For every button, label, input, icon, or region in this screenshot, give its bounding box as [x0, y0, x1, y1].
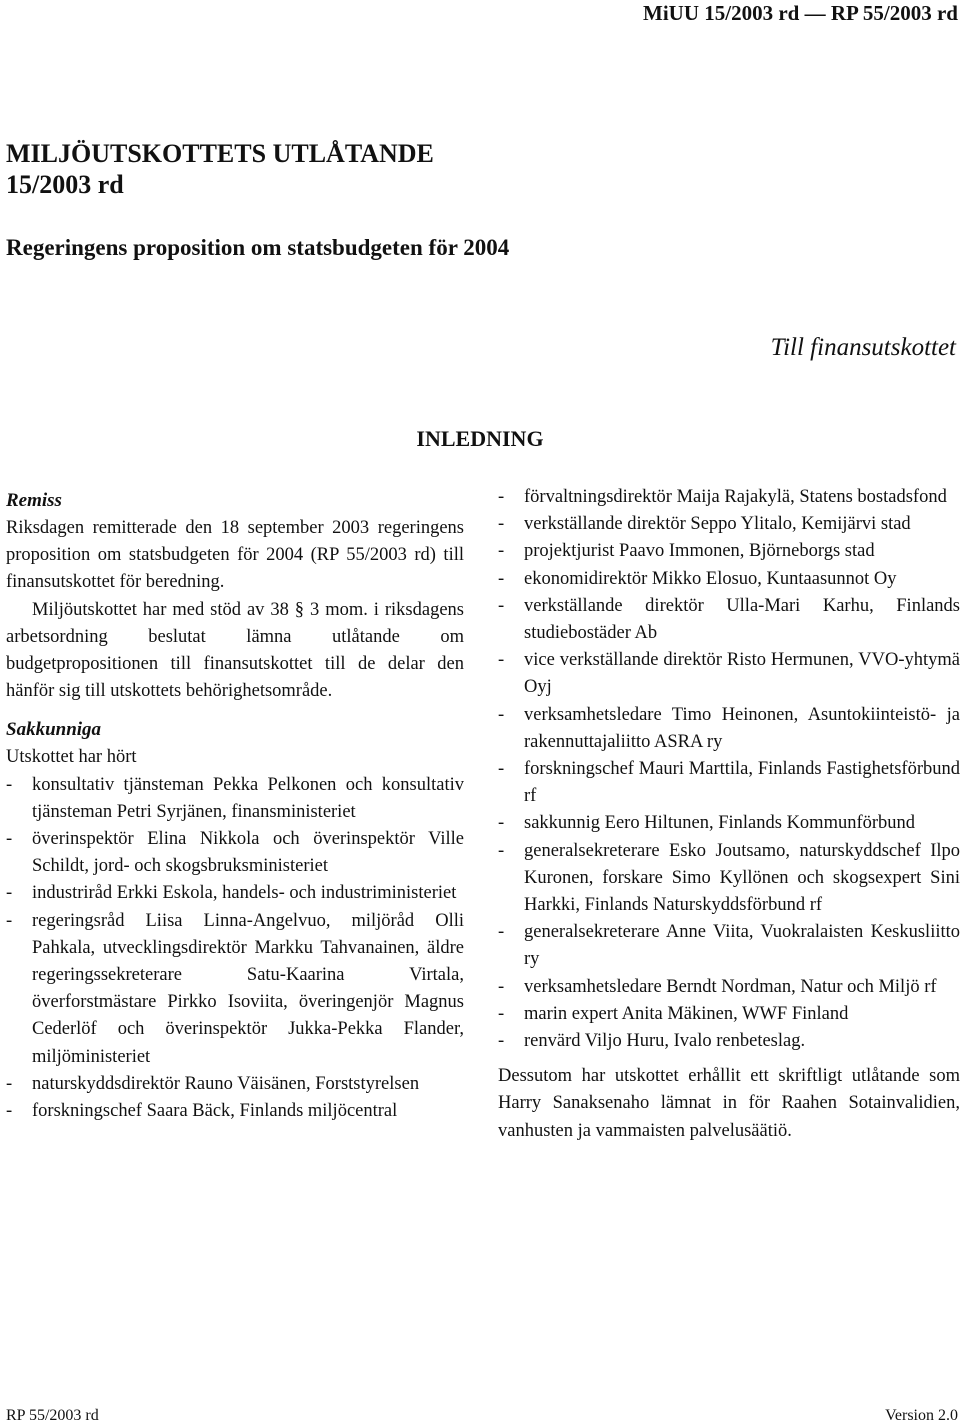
list-item: - överinspektör Elina Nikkola och överinspektör Ville Schildt, jord- och skogsbruksministeriet — [6, 826, 464, 880]
list-item: - generalsekreterare Esko Joutsamo, naturskyddschef Ilpo Kuronen, forskare Simo Kyllönen och skogsexpert Sini Harkki, Finlands Naturskyddsförbund rf — [498, 838, 960, 920]
list-item: - verksamhetsledare Timo Heinonen, Asuntokiinteistö- ja rakennuttajaliitto ASRA ry — [498, 702, 960, 756]
remiss-heading: Remiss — [6, 490, 62, 511]
list-item: - konsultativ tjänsteman Pekka Pelkonen och konsultativ tjänsteman Petri Syrjänen, finansministeriet — [6, 772, 464, 826]
list-item: - verkställande direktör Seppo Ylitalo, Kemijärvi stad — [498, 511, 960, 538]
list-item: - generalsekreterare Anne Viita, Vuokralaisten Keskusliitto ry — [498, 919, 960, 973]
list-item: - renvärd Viljo Huru, Ivalo renbeteslag. — [498, 1028, 960, 1055]
document-title-line2: 15/2003 rd — [6, 170, 124, 199]
list-item: - vice verkställande direktör Risto Hermunen, VVO-yhtymä Oyj — [498, 647, 960, 701]
list-item: - naturskyddsdirektör Rauno Väisänen, Forststyrelsen — [6, 1071, 464, 1098]
closing-paragraph: Dessutom har utskottet erhållit ett skriftligt utlåtande som Harry Sanaksenaho lämnat in för Raahen Sotainvalidien, vanhusten ja vammaisten palvelusäätiö. — [498, 1066, 960, 1141]
footer-version: Version 2.0 — [885, 1407, 958, 1424]
list-item: - sakkunnig Eero Hiltunen, Finlands Kommunförbund — [498, 810, 960, 837]
sakkunniga-intro: Utskottet har hört — [6, 747, 137, 768]
section-heading-inledning: INLEDNING — [416, 426, 544, 451]
list-item: - industriråd Erkki Eskola, handels- och industriministeriet — [6, 880, 464, 907]
left-column — [6, 484, 464, 1125]
list-item: - verkställande direktör Ulla-Mari Karhu, Finlands studiebostäder Ab — [498, 593, 960, 647]
document-title-line1: MILJÖUTSKOTTETS UTLÅTANDE — [6, 139, 434, 168]
right-column — [498, 484, 960, 1145]
list-item: - verksamhetsledare Berndt Nordman, Natur och Miljö rf — [498, 974, 960, 1001]
expert-list-left — [6, 772, 464, 1126]
remiss-paragraph-1: Riksdagen remitterade den 18 september 2003 regeringens proposition om statsbudgeten för 2004 (RP 55/2003 rd) till finansutskottet för beredning. — [6, 518, 464, 593]
expert-list-right — [498, 484, 960, 1055]
sakkunniga-heading: Sakkunniga — [6, 719, 102, 741]
addressee: Till finansutskottet — [770, 334, 956, 361]
list-item: - forskningschef Mauri Marttila, Finlands Fastighetsförbund rf — [498, 756, 960, 810]
list-item: - marin expert Anita Mäkinen, WWF Finland — [498, 1001, 960, 1028]
document-title — [6, 138, 434, 200]
running-header: MiUU 15/2003 rd — RP 55/2003 rd — [643, 1, 958, 25]
document-subject: Regeringens proposition om statsbudgeten för 2004 — [6, 235, 510, 260]
list-item: - ekonomidirektör Mikko Elosuo, Kuntaasunnot Oy — [498, 566, 960, 593]
remiss-paragraph-2: Miljöutskottet har med stöd av 38 § 3 mom. i riksdagens arbetsordning beslutat lämna utlåtande om budgetpropositionen till finansutskottet till de delar den hänför sig till utskottets behörighetsområde. — [6, 599, 464, 702]
list-item: - projektjurist Paavo Immonen, Björneborgs stad — [498, 538, 960, 565]
list-item: - regeringsråd Liisa Linna-Angelvuo, miljöråd Olli Pahkala, utvecklingsdirektör Markku Tahvanainen, äldre regeringssekreterare Satu-Kaarina Virtala, överforstmästare Pirkko Isoviita, överingenjör Magnus Cederlöf och överinspektör Jukka-Pekka Flander, miljöministeriet — [6, 908, 464, 1071]
list-item: - forskningschef Saara Bäck, Finlands miljöcentral — [6, 1098, 464, 1125]
footer-document-id: RP 55/2003 rd — [6, 1407, 99, 1424]
list-item: - förvaltningsdirektör Maija Rajakylä, Statens bostadsfond — [498, 484, 960, 511]
